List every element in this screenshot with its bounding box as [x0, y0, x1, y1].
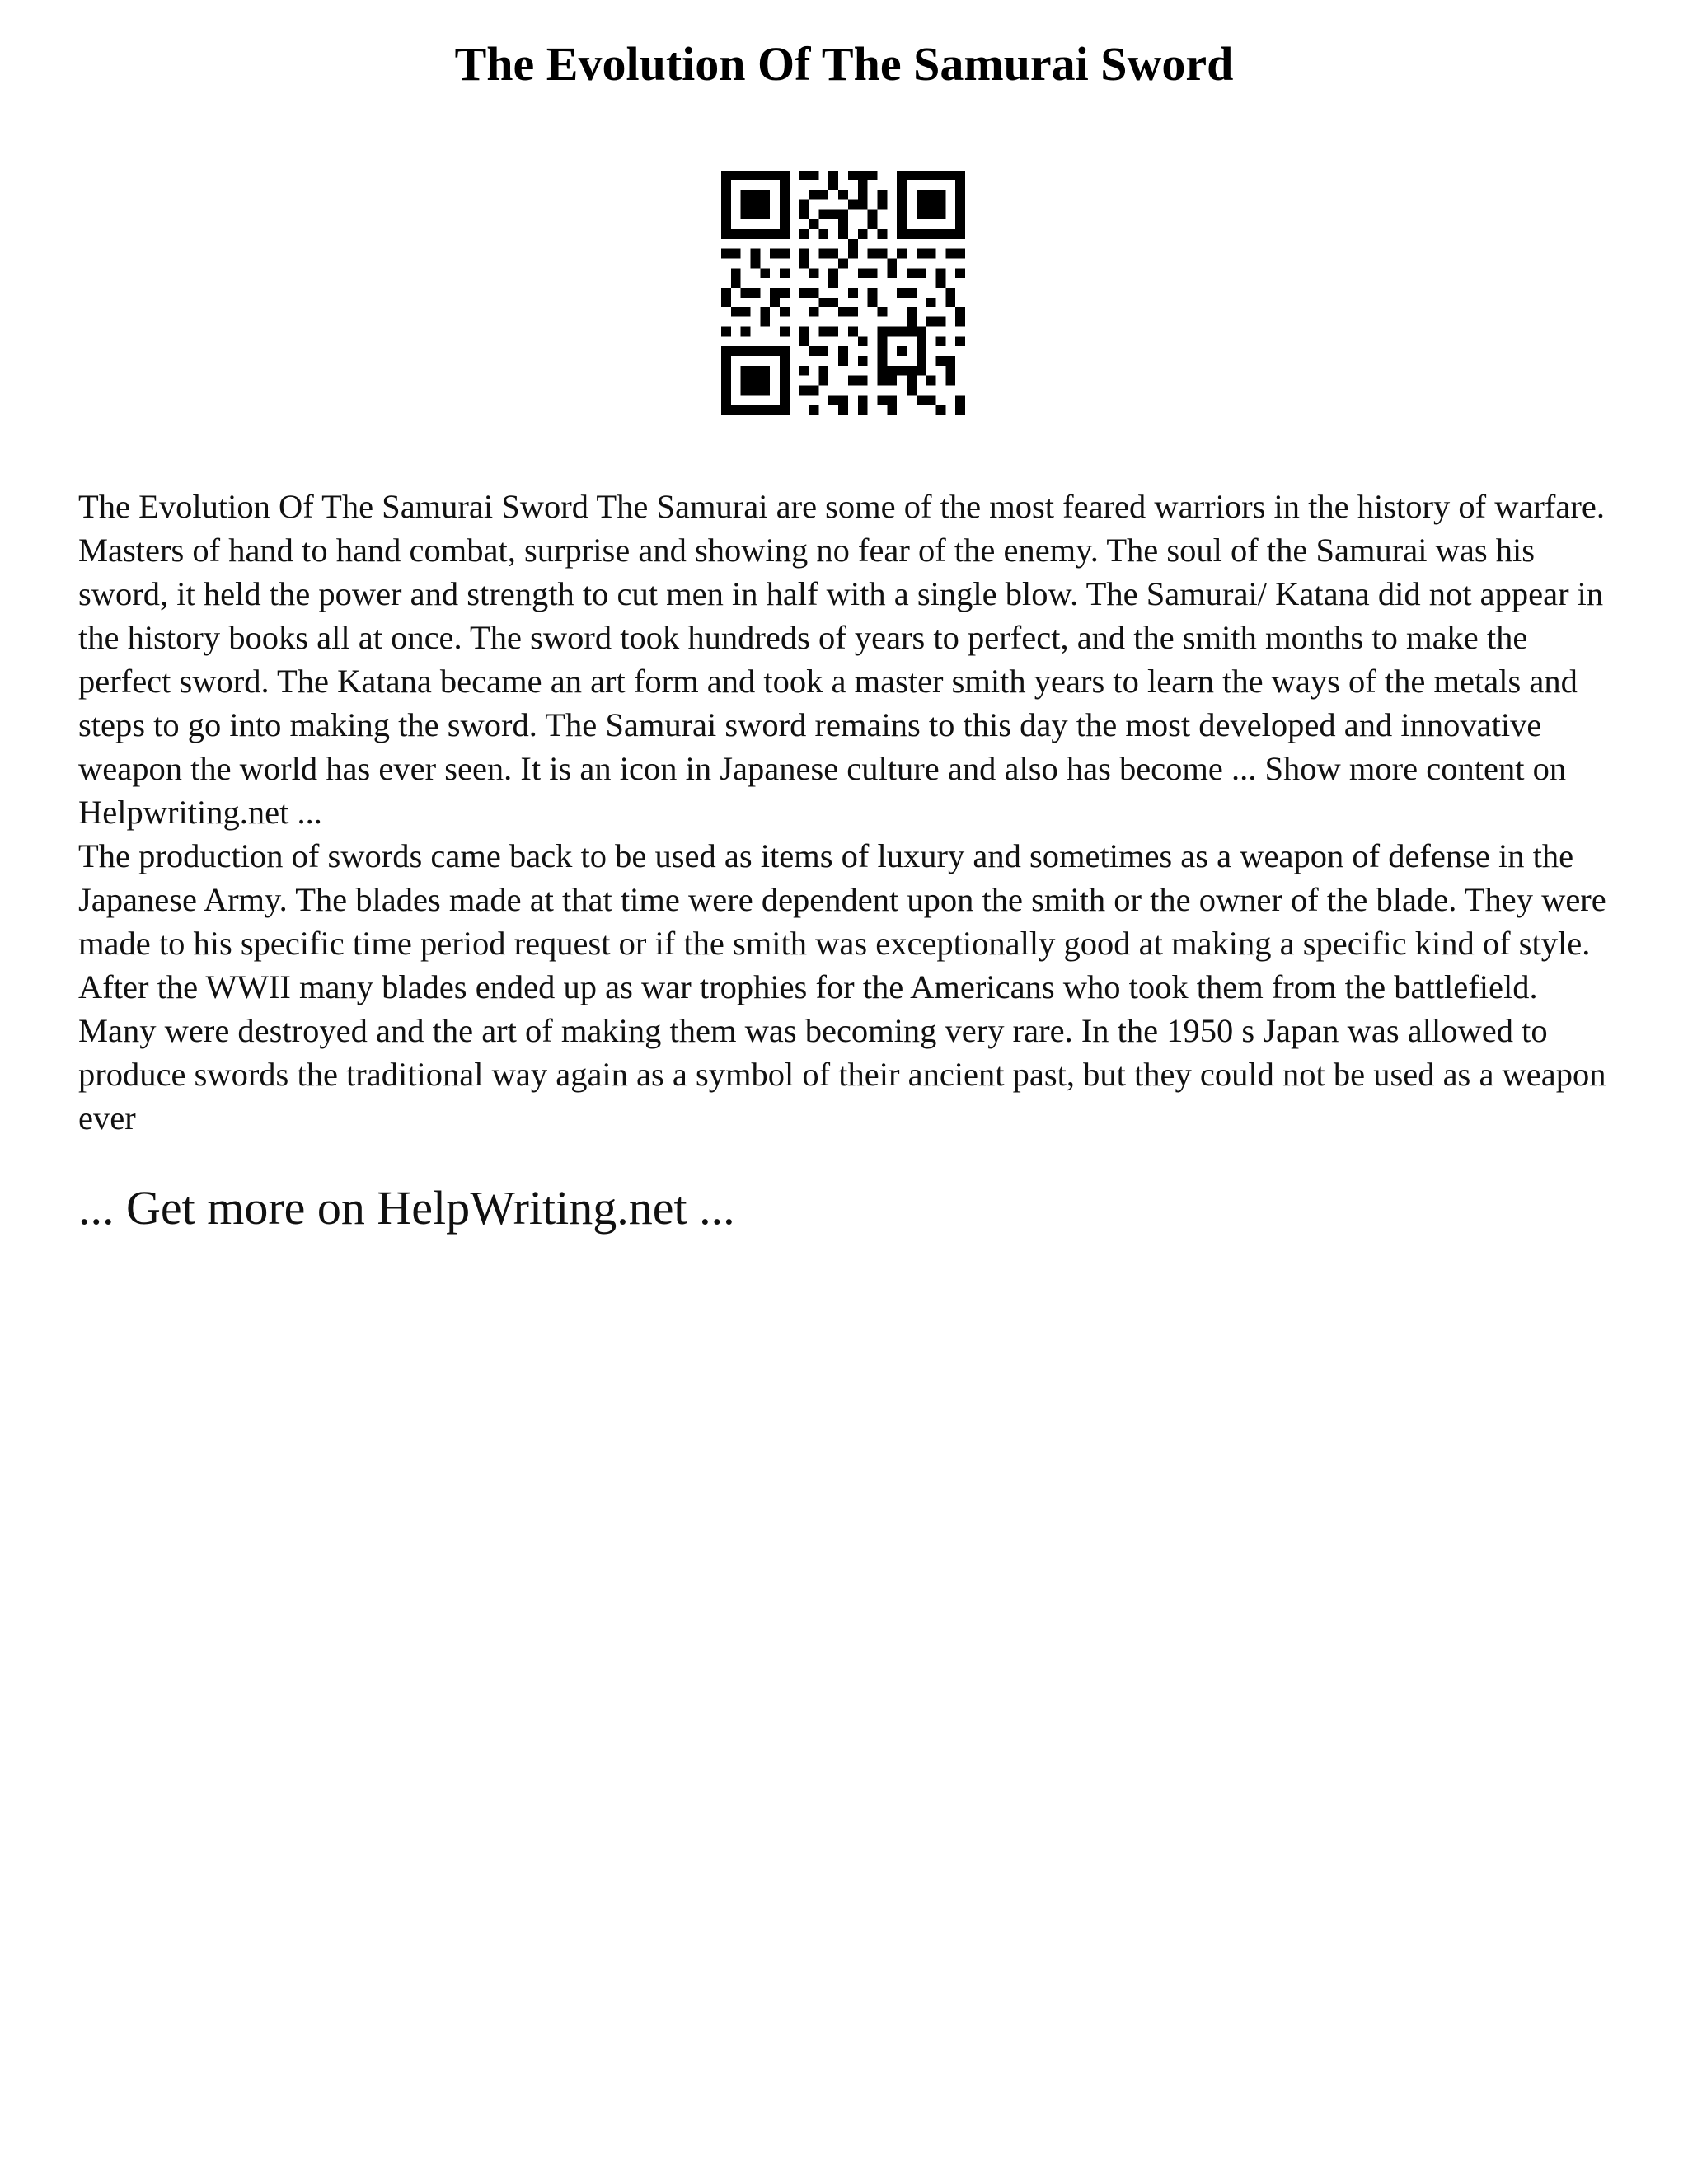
document-title: The Evolution Of The Samurai Sword	[454, 37, 1234, 91]
qr-code-icon[interactable]	[721, 171, 965, 415]
get-more-link[interactable]: ... Get more on HelpWriting.net ...	[78, 1181, 735, 1235]
body-paragraph: The Evolution Of The Samurai Sword The Samurai are some of the most feared warriors in the history of warfare. Masters of hand to hand combat, surprise and showing no fear of the enemy. The soul of the Samurai was his sword, it held the power and strength to cut men in half with a single blow. The Samurai/ Katana did not appear in the history books all at once. The sword took hundreds of years to perfect, and the smith months to make the perfect sword. The Katana became an art form and took a master smith years to learn the ways of the metals and steps to go into making the sword. The Samurai sword remains to this day the most developed and innovative weapon the world has ever seen. It is an icon in Japanese culture and also has become ... Show more content on Helpwriting.net ...	[78, 488, 1605, 831]
body-paragraph: The production of swords came back to be used as items of luxury and sometimes as a weapon of defense in the Japanese Army. The blades made at that time were dependent upon the smith or the owner of the blade. They were made to his specific time period request or if the smith was exceptionally good at making a specific kind of style. After the WWII many blades ended up as war trophies for the Americans who took them from the battlefield. Many were destroyed and the art of making them was becoming very rare. In the 1950 s Japan was allowed to produce swords the traditional way again as a symbol of their ancient past, but they could not be used as a weapon ever	[78, 837, 1606, 1137]
document-body	[78, 485, 1620, 1140]
